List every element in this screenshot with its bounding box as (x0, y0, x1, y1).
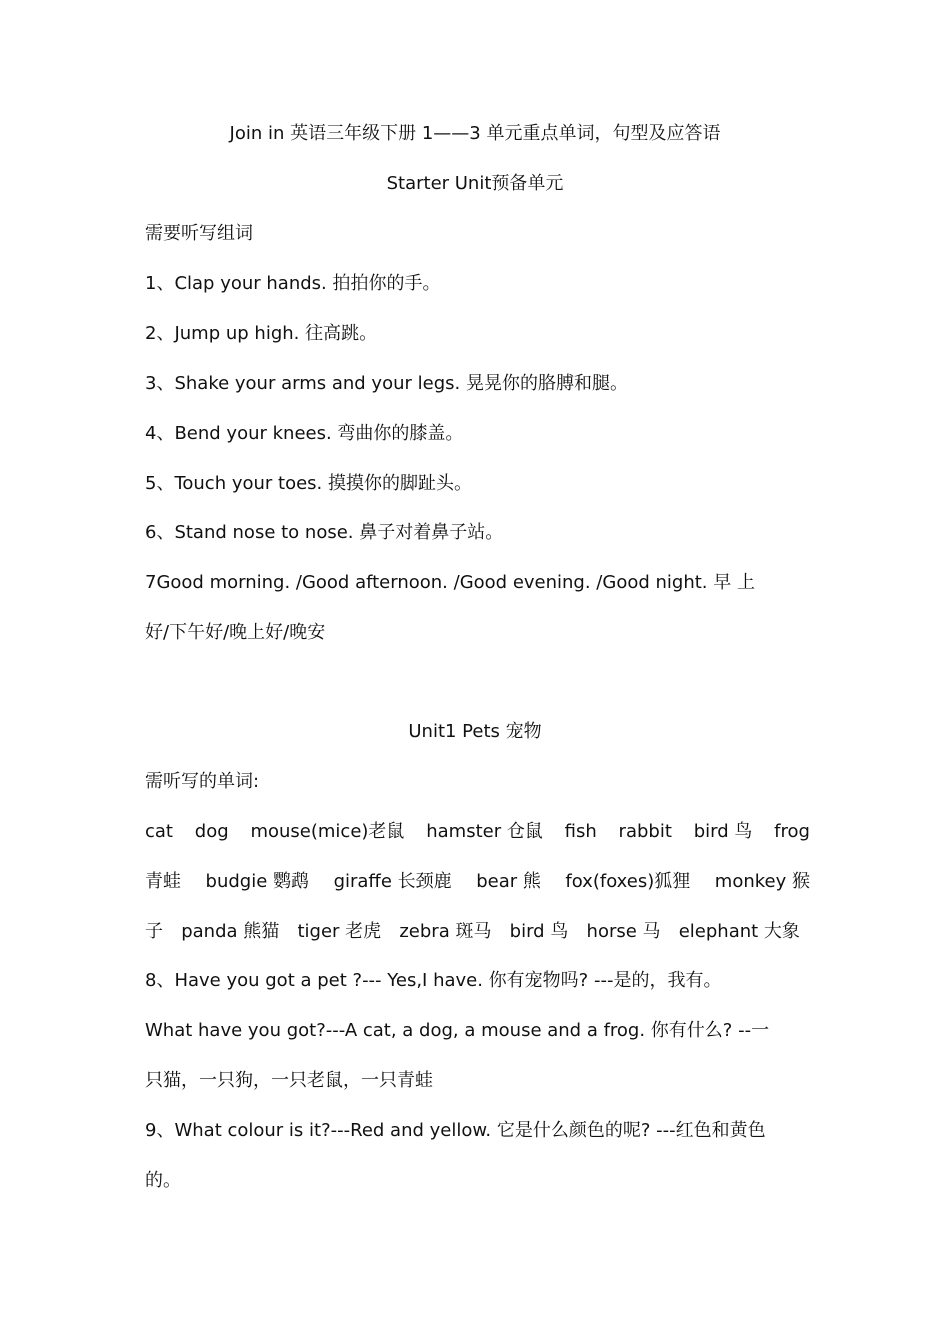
vocab-word: budgie 鹦鹉 (205, 871, 310, 892)
vocab-word: bird 鸟 (693, 821, 753, 842)
vocab-word: horse 马 (586, 921, 661, 942)
vocab-word: rabbit (618, 821, 672, 842)
vocab-word: frog (774, 821, 810, 842)
starter-item-2: 2、Jump up high. 往高跳。 (145, 323, 378, 344)
vocab-word: bird 鸟 (509, 921, 569, 942)
unit1-item-8-followup-continued: 只猫，一只狗，一只老鼠，一只青蛙 (145, 1070, 433, 1091)
unit1-subheading: 需听写的单词: (145, 771, 260, 792)
vocab-word: fox(foxes)狐狸 (565, 871, 691, 892)
vocab-word: panda 熊猫 (181, 921, 280, 942)
unit1-item-8-followup: What have you got?---A cat, a dog, a mouse and a frog. 你有什么? --一 (145, 1020, 770, 1041)
unit1-word-row-3 (145, 920, 800, 944)
starter-item-1: 1、Clap your hands. 拍拍你的手。 (145, 273, 441, 294)
unit1-item-9-continued: 的。 (145, 1170, 181, 1191)
unit1-heading: Unit1 Pets 宠物 (408, 721, 542, 742)
starter-item-7-continued: 好/下午好/晚上好/晚安 (145, 622, 326, 643)
vocab-word: bear 熊 (476, 871, 541, 892)
starter-heading: Starter Unit预备单元 (386, 173, 564, 194)
starter-subheading: 需要听写组词 (145, 223, 253, 244)
vocab-word: monkey 猴 (714, 871, 810, 892)
vocab-word: tiger 老虎 (297, 921, 382, 942)
vocab-word: 子 (145, 921, 163, 942)
vocab-word: cat (145, 821, 173, 842)
unit1-item-9: 9、What colour is it?---Red and yellow. 它是什么颜色的呢? ---红色和黄色 (145, 1120, 766, 1141)
unit1-item-8: 8、Have you got a pet ?--- Yes,I have. 你有宠物吗? ---是的，我有。 (145, 970, 722, 991)
starter-item-5: 5、Touch your toes. 摸摸你的脚趾头。 (145, 473, 472, 494)
starter-item-3: 3、Shake your arms and your legs. 晃晃你的胳膊和腿。 (145, 373, 628, 394)
unit1-word-row-1 (145, 820, 810, 844)
vocab-word: hamster 仓鼠 (426, 821, 543, 842)
vocab-word: dog (194, 821, 229, 842)
unit1-word-row-2 (145, 870, 810, 894)
starter-item-4: 4、Bend your knees. 弯曲你的膝盖。 (145, 423, 464, 444)
vocab-word: 青蛙 (145, 871, 181, 892)
starter-item-7: 7Good morning. /Good afternoon. /Good evening. /Good night. 早 上 (145, 572, 755, 593)
starter-item-6: 6、Stand nose to nose. 鼻子对着鼻子站。 (145, 522, 504, 543)
document-title: Join in 英语三年级下册 1——3 单元重点单词，句型及应答语 (229, 123, 721, 144)
vocab-word: zebra 斑马 (399, 921, 492, 942)
vocab-word: elephant 大象 (678, 921, 800, 942)
vocab-word: giraffe 长颈鹿 (333, 871, 452, 892)
vocab-word: fish (564, 821, 597, 842)
vocab-word: mouse(mice)老鼠 (250, 821, 405, 842)
